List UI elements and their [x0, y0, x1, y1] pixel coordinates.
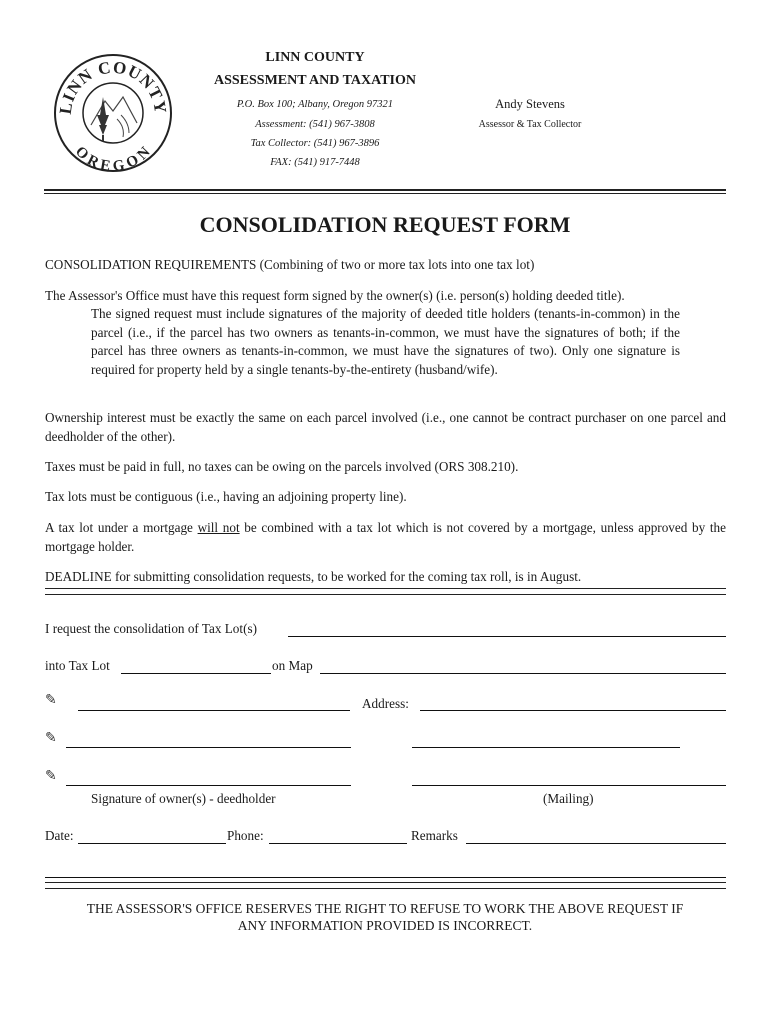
date-field[interactable]: [78, 843, 226, 844]
into-tax-lot-field[interactable]: [121, 673, 271, 674]
form-title: CONSOLIDATION REQUEST FORM: [199, 212, 571, 237]
header-divider-thin: [44, 193, 726, 194]
org-name-line1: LINN COUNTY: [265, 50, 365, 65]
tax-lots-field[interactable]: [288, 636, 726, 637]
deadline-notice: DEADLINE for submitting consolidation requests, to be worked for the coming tax roll, is in August.: [45, 569, 582, 584]
seal-bottom-text: OREGON: [71, 143, 155, 173]
county-seal-logo: [53, 53, 173, 173]
disclaimer-line-1: THE ASSESSOR'S OFFICE RESERVES THE RIGHT TO REFUSE TO WORK THE ABOVE REQUEST IF: [86, 901, 684, 916]
footer-divider: [45, 882, 726, 889]
remarks-continuation-field[interactable]: [45, 877, 726, 878]
remarks-label: Remarks: [411, 828, 458, 843]
assessor-name: Andy Stevens: [495, 97, 565, 111]
pencil-icon: ✎: [45, 693, 57, 708]
mortgage-text-before: A tax lot under a mortgage: [45, 520, 198, 535]
tax-collector-phone: Tax Collector: (541) 967-3896: [250, 138, 380, 149]
map-label: on Map: [272, 658, 313, 673]
remarks-field[interactable]: [466, 843, 726, 844]
into-tax-lot-label: into Tax Lot: [45, 658, 110, 673]
mortgage-requirement: [45, 519, 726, 556]
mortgage-text-after: be combined with a tax lot which is not covered by a mortgage, unless approved by the mortgage holder.: [45, 520, 726, 554]
requirements-heading: CONSOLIDATION REQUIREMENTS (Combining of two or more tax lots into one tax lot): [45, 257, 535, 272]
fax-number: FAX: (541) 917-7448: [270, 157, 360, 168]
mortgage-text-underlined: will not: [197, 520, 240, 535]
signature-field-2[interactable]: [66, 747, 351, 748]
taxes-requirement: Taxes must be paid in full, no taxes can be owing on the parcels involved (ORS 308.210).: [45, 459, 519, 474]
contiguous-requirement: Tax lots must be contiguous (i.e., having an adjoining property line).: [45, 489, 407, 504]
svg-text:OREGON: [72, 143, 154, 173]
pencil-icon: ✎: [45, 731, 57, 746]
header-divider: [44, 189, 726, 191]
signature-field-3[interactable]: [66, 785, 351, 786]
address-field-2[interactable]: [412, 747, 680, 748]
assessor-title: Assessor & Tax Collector: [478, 119, 582, 130]
org-name-line2: ASSESSMENT AND TAXATION: [213, 73, 417, 88]
seal-top-text: LINN COUNTY: [55, 57, 171, 116]
address-field-1[interactable]: [420, 710, 726, 711]
owner-signature-requirement: The Assessor's Office must have this request form signed by the owner(s) (i.e. person(s) holding deeded title).: [45, 288, 625, 303]
section-divider: [45, 588, 726, 595]
date-label: Date:: [45, 828, 74, 843]
mailing-caption: (Mailing): [543, 791, 594, 806]
owner-signature-detail: The signed request must include signatures of the majority of deeded title holders (tenants-in-common) in the parcel (i.e., if the parcel has two owners as tenants-in-common, we must have the signatures of both; if the parcel has three owners as tenants-in-common, we must have the signatures of two). Only one signature is required for property held by a single tenants-by-the-entirety (husband/wife).: [91, 306, 680, 377]
signature-field-1[interactable]: [78, 710, 350, 711]
ownership-requirement: Ownership interest must be exactly the same on each parcel involved (i.e., one cannot be contract purchaser on one parcel and deedholder of the other).: [45, 410, 726, 444]
address-label: Address:: [362, 696, 409, 711]
address-field-3[interactable]: [412, 785, 726, 786]
pencil-icon: ✎: [45, 769, 57, 784]
phone-label: Phone:: [227, 828, 264, 843]
phone-field[interactable]: [269, 843, 407, 844]
map-field[interactable]: [320, 673, 726, 674]
disclaimer-line-2: ANY INFORMATION PROVIDED IS INCORRECT.: [237, 918, 533, 933]
assessment-phone: Assessment: (541) 967-3808: [255, 119, 375, 130]
tax-lots-label: I request the consolidation of Tax Lot(s): [45, 621, 257, 636]
signature-caption: Signature of owner(s) - deedholder: [91, 791, 276, 806]
svg-text:LINN COUNTY: [56, 58, 171, 116]
office-address: P.O. Box 100; Albany, Oregon 97321: [236, 99, 394, 110]
